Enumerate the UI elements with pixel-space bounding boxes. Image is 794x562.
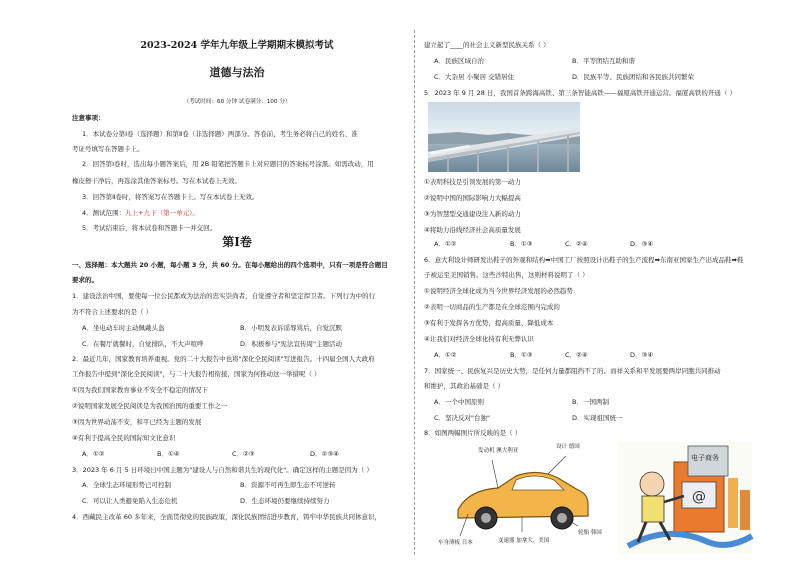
option-c: C．②③ [232, 450, 255, 458]
statement: ④将助力沿线经济社会高质量发展 [424, 226, 521, 234]
option-c: C．坚决反对"台独" [434, 414, 491, 422]
option-b: B．①③ [510, 240, 533, 248]
statement: ①表明科技是引领发展的第一动力 [424, 178, 521, 186]
option-a: A．①② [434, 240, 457, 248]
question-stem: 2．最近几年，国家教育培养重视。党的二十大报告中也将"深化全民阅读"写进报告。十四届全国人大政府 [72, 355, 375, 363]
option-a: A．全球生态环境形势已可控制 [82, 481, 171, 489]
e-commerce-sign: 电子商务 [691, 454, 719, 462]
statement: ①说明经济全球化成为当今世界经济发展的必然趋势 [424, 287, 573, 295]
option-a: A．坐电动车时主动佩戴头盔 [82, 324, 165, 332]
high-speed-rail-bridge-image [428, 102, 580, 172]
question-stem: 子被运至美国销售。这些沙特出售，这则材料说明了（ ） [424, 271, 589, 279]
option-b: B．①③ [510, 351, 533, 359]
option-b: B．平等团结互助和谐 [572, 57, 635, 65]
car-label-tire: 轮胎 韩国 [578, 530, 602, 536]
test-scope: 九上+九下（第一单元）。 [125, 209, 199, 217]
notes-title: 注意事项： [72, 114, 105, 122]
question-stem: 建立起了____的社会主义新型民族关系（ ） [424, 41, 550, 49]
statement: ②表明一切商品的生产都是在全球范围内完成的 [424, 303, 560, 311]
exam-title: 2023-2024 学年九年级上学期期末模拟考试 [140, 40, 334, 51]
note-line: 2．回答第Ⅰ卷时，选出每小题答案后，用 2B 铅笔把答题卡上对应题目的答案标号涂黑。如需改动，用 [82, 160, 374, 168]
option-b: B．①④ [157, 450, 180, 458]
option-d: D．生态环境仍要继续持续努力 [240, 497, 330, 505]
option-b: B．小明发表诉谣辱骂后，自觉沉默 [240, 324, 342, 332]
question-stem: 工作报告中提到"深化全民阅读"，与二十大报告相衔接，国家为何推动这一举措呢（ ） [72, 370, 321, 378]
note-line: 1．本试卷分第Ⅰ卷（选择题）和第Ⅱ卷（非选择题）两部分。答卷前，考生务必将自己的姓名、准 [82, 130, 358, 138]
car-label-body: 车身薄板 日本 [438, 540, 473, 546]
car-label-transmission: 变速器 加拿大、美国 [498, 538, 550, 544]
question-stem: 8．如图两幅图片所反映的是（ ） [424, 429, 522, 437]
question-stem: 3．2023 年 6 月 5 日环境日中国主题为"建设人与自然和谐共生的现代化"。确定这样的主题是因为（ ） [72, 466, 373, 474]
option-d: D．③④ [630, 240, 654, 248]
question-stem: 和维护，其政治基础是（ ） [424, 382, 505, 390]
option-b: B．一国两制 [572, 398, 609, 406]
question-stem: 7．国家统一、民族复兴是历史大势，是任何力量都阻挡不了的。而祥关系和平发展要两岸同胞共同推动 [424, 367, 721, 375]
option-c: C．在餐厅就餐时，自觉排队，不大声喧哗 [82, 340, 204, 348]
section-intro: 要求的。 [72, 276, 98, 284]
statement: ②说明中国的国际影响力大幅提高 [424, 194, 521, 202]
statement: ③有利于发挥各方优势，提高质量、降低成本 [424, 319, 554, 327]
left-column [72, 0, 402, 562]
statement: ②说明国家发展全民阅读是为我国治国的重要工作之一 [72, 402, 228, 410]
column-divider [414, 30, 415, 555]
note-line: 3．回答第Ⅱ卷时，将答案写在答题卡上。写在本试卷上无效。 [82, 193, 259, 201]
statement: ①因为我们国家教育事业不安全不稳定的情况下 [72, 386, 208, 394]
option-a: A．①② [82, 450, 105, 458]
car-label-design: 设计 德国 [556, 444, 580, 450]
option-c: C．②④ [565, 351, 588, 359]
note-line: 橡皮擦干净后，再选涂其他答案标号。写在本试卷上无效。 [72, 177, 241, 185]
statement: ④有利于提高全民的国际知文化意识 [72, 434, 176, 442]
option-c: C．可以让人类避免陷入生态危机 [82, 497, 178, 505]
question-stem: 为不符合上述要求的是（ ） [72, 308, 153, 316]
option-b: B．资源不可再生即生态不可逆转 [240, 481, 336, 489]
question-stem: 5．2023 年 9 月 28 日，我国首条跨海高铁、第三条智能高铁——福厦高铁开通运营。福厦高铁的开通（ ） [424, 89, 736, 97]
option-d: D．③④ [630, 351, 654, 359]
section-intro: 一、选择题：本大题共 20 小题，每小题 3 分，共 60 分。在每小题给出的四个选项中，只有一项是符合题目 [72, 261, 388, 269]
car-parts-cartoon [438, 438, 754, 556]
question-stem: 1．建设法治中国，要使每一位公民都成为法治的忠实崇尚者，自觉遵守者和坚定捍卫者。下列行为中的行 [72, 292, 376, 300]
question-stem: 6．意大利设计师研发出鞋子的外观和结构➡中国工厂按照设计出鞋子的生产流程➡东南亚国家生产出成品鞋➡鞋 [424, 256, 744, 264]
right-column [424, 0, 764, 562]
question-8-illustrations [438, 438, 754, 556]
part-heading: 第Ⅰ卷 [222, 235, 252, 249]
option-a: A．民族区域自治 [434, 57, 484, 65]
option-a: A．①② [434, 351, 457, 359]
at-sign-icon: @ [692, 489, 706, 505]
option-c: C．②④ [565, 240, 588, 248]
statement: ③因为世界动荡不安，和平已经为主题的发展 [72, 418, 202, 426]
option-a: A．一个中国原则 [434, 398, 484, 406]
exam-time-info: （考试时间：60 分钟 试卷满分：100 分） [183, 99, 291, 105]
option-d: D．民族平等、民族团结和各民族共同繁荣 [572, 73, 695, 81]
note-4-label: 4．测试范围： [82, 209, 126, 217]
subject-title: 道德与法治 [209, 66, 265, 79]
statement: ③为智慧型交通建设注入新的动力 [424, 210, 521, 218]
car-label-engine: 发动机 澳大利亚 [478, 448, 519, 454]
option-c: C．大杂居 小聚居 交错居住 [434, 73, 515, 81]
statement: ④让我们对经济全球化持有利无弊认识 [424, 335, 534, 343]
bridge-photo [428, 102, 580, 172]
question-stem: 4．西藏民主改革 60 多年来，全面贯彻党的民族政策，深化民族团结进步教育，铸牢中华民族共同体意识， [72, 513, 382, 521]
note-line: 考证号填写在答题卡上。 [72, 145, 144, 153]
option-d: D．实现祖国统一 [572, 414, 623, 422]
option-d: D．积极参与"宪法宣传周"主题活动 [240, 340, 342, 348]
option-d: D．②③④ [310, 450, 339, 458]
note-line: 5．考试结束后，将本试卷和答题卡一并交回。 [82, 224, 217, 232]
note-4 [82, 209, 199, 217]
